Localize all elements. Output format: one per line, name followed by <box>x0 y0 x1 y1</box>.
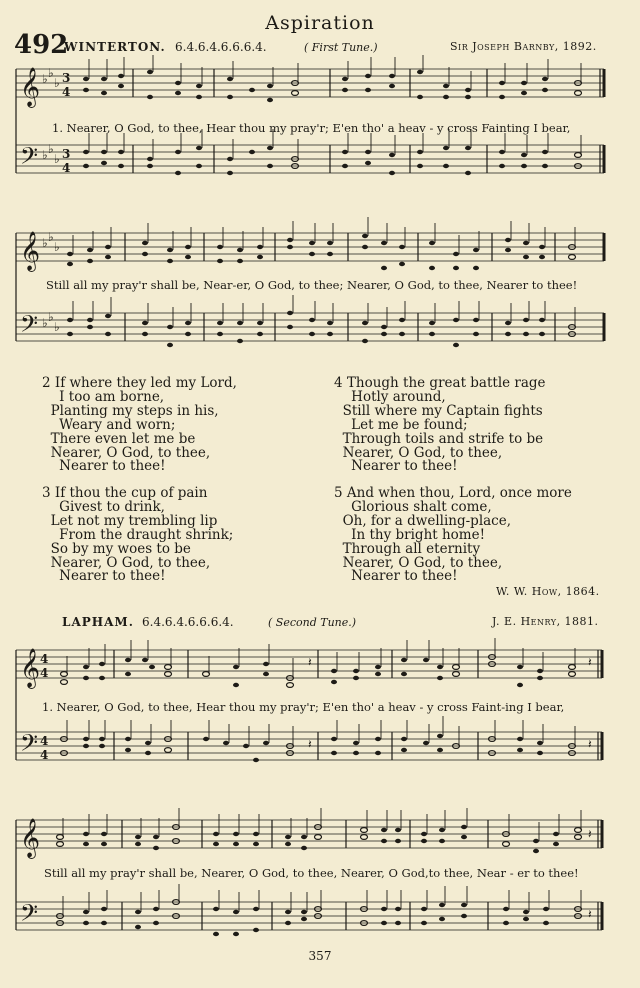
svg-text:𝄽: 𝄽 <box>588 655 592 669</box>
svg-text:♭: ♭ <box>48 230 54 244</box>
svg-text:4: 4 <box>40 666 49 680</box>
svg-text:𝄽: 𝄽 <box>588 907 592 921</box>
svg-text:♭: ♭ <box>48 66 54 80</box>
svg-text:4: 4 <box>40 734 49 748</box>
verse-3: 3 If thou the cup of pain Givest to drink, Let not my trembling lip From the draught shrink; So by my woes to be Nearer, O God, to thee, Nearer to thee! <box>42 485 234 585</box>
tune2-note: ( Second Tune.) <box>268 616 357 629</box>
tune1-lyric-line2: Still all my pray'r shall be, Near-er, O God, to thee; Nearer, O God, to thee, Nearer to thee! <box>46 278 578 292</box>
verse-5: 5 And when thou, Lord, once more Glorious shalt come, Oh, for a dwelling-place, In thy bright home! Through all eternity Nearer, O God, to thee, Nearer to thee! <box>334 485 572 585</box>
tune2-meter: 6.4.6.4.6.6.6.4. <box>142 615 234 629</box>
svg-text:𝄞: 𝄞 <box>20 231 41 271</box>
svg-text:♭: ♭ <box>54 76 60 90</box>
svg-text:♭: ♭ <box>48 142 54 156</box>
tune1-name: WINTERTON. <box>64 40 166 54</box>
svg-text:𝄽: 𝄽 <box>588 737 592 751</box>
svg-text:𝄢: 𝄢 <box>20 729 39 762</box>
svg-text:𝄞: 𝄞 <box>20 67 41 107</box>
svg-text:♭: ♭ <box>54 240 60 254</box>
svg-text:♭: ♭ <box>42 316 48 330</box>
tune2-composer: J. E. Henry, 1881. <box>492 615 599 628</box>
page-title: Aspiration <box>265 12 375 34</box>
page-number: 357 <box>308 949 332 963</box>
svg-text:𝄽: 𝄽 <box>588 827 592 841</box>
tune2-lyric-line2: Still all my pray'r shall be, Nearer, O God, to thee, Nearer, O God,to thee, Near - er to thee! <box>44 866 579 880</box>
svg-text:𝄢: 𝄢 <box>20 142 39 175</box>
tune1-meter: 6.4.6.4.6.6.6.4. <box>175 40 267 54</box>
svg-text:3: 3 <box>62 71 71 85</box>
svg-text:𝄞: 𝄞 <box>20 818 41 858</box>
tune1-composer: Sir Joseph Barnby, 1892. <box>450 40 597 53</box>
tune1-lyric-line1: 1. Nearer, O God, to thee, Hear thou my pray'r; E'en tho' a heav - y cross Fainting I bear, <box>52 121 571 135</box>
svg-text:4: 4 <box>40 748 49 762</box>
tune2-lyric-line1: 1. Nearer, O God, to thee, Hear thou my pray'r; E'en tho' a heav - y cross Faint-ing I bear, <box>42 700 565 714</box>
author-credit: W. W. How, 1864. <box>496 585 600 598</box>
verse-2: 2 If where they led my Lord, I too am borne, Planting my steps in his, Weary and worn; There even let me be Nearer, O God, to thee, Nearer to thee! <box>42 375 237 475</box>
svg-text:𝄞: 𝄞 <box>20 648 41 688</box>
verse-4: 4 Though the great battle rage Hotly around, Still where my Captain fights Let me be found; Through toils and strife to be Nearer, O God, to thee, Nearer to thee! <box>334 375 546 475</box>
tune1-note: ( First Tune.) <box>304 41 378 54</box>
svg-text:𝄢: 𝄢 <box>20 899 39 932</box>
svg-text:4: 4 <box>62 161 71 175</box>
svg-text:𝄢: 𝄢 <box>20 310 39 343</box>
svg-text:♭: ♭ <box>54 320 60 334</box>
svg-text:♭: ♭ <box>54 152 60 166</box>
svg-text:♭: ♭ <box>48 310 54 324</box>
hymn-number: 492 <box>14 30 69 60</box>
svg-text:4: 4 <box>62 85 71 99</box>
svg-text:♭: ♭ <box>42 148 48 162</box>
svg-text:♭: ♭ <box>42 236 48 250</box>
tune2-name: LAPHAM. <box>62 615 134 629</box>
svg-text:3: 3 <box>62 147 71 161</box>
svg-text:𝄽: 𝄽 <box>308 737 312 751</box>
svg-text:♭: ♭ <box>42 72 48 86</box>
svg-text:𝄽: 𝄽 <box>308 655 312 669</box>
svg-text:4: 4 <box>40 652 49 666</box>
